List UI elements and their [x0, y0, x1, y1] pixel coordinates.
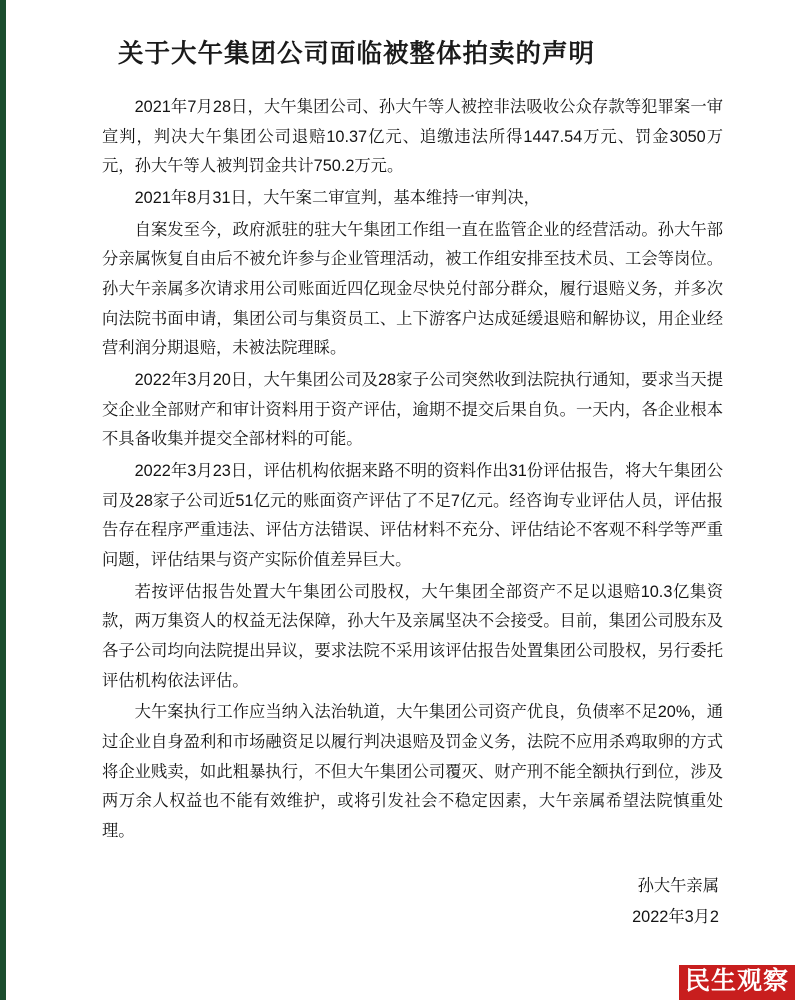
document-content — [6, 0, 795, 1000]
signature: 孙大午亲属 — [637, 876, 719, 895]
signature-date: 2022年3月2 — [632, 907, 719, 926]
paragraph: 自案发至今，政府派驻的驻大午集团工作组一直在监管企业的经营活动。孙大午部分亲属恢复自由后不被允许参与企业管理活动，被工作组安排至技术员、工会等岗位。孙大午亲属多次请求用公司账面近四亿现金尽快兑付部分群众，履行退赔义务，并多次向法院书面申请，集团公司与集资员工、上下游客户达成延缓退赔和解协议，用企业经营利润分期退赔，未被法院理睬。 — [102, 220, 723, 358]
watermark-badge: 民生观察 — [679, 965, 795, 1000]
paragraph: 2022年3月23日，评估机构依据来路不明的资料作出31份评估报告，将大午集团公司及28家子公司近51亿元的账面资产评估了不足7亿元。经咨询专业评估人员，评估报告存在程序严重违法、评估方法错误、评估材料不充分、评估结论不客观不科学等严重问题，评估结果与资产实际价值差异巨大。 — [102, 462, 723, 569]
document-body — [102, 93, 723, 846]
paragraph: 2021年7月28日，大午集团公司、孙大午等人被控非法吸收公众存款等犯罪案一审宣判，判决大午集团公司退赔10.37亿元、追缴违法所得1447.54万元、罚金3050万元，孙大午等人被判罚金共计750.2万元。 — [102, 98, 723, 176]
page-title: 关于大午集团公司面临被整体拍卖的声明 — [118, 40, 596, 68]
paragraph: 2022年3月20日，大午集团公司及28家子公司突然收到法院执行通知，要求当天提交企业全部财产和审计资料用于资产评估，逾期不提交后果自负。一天内，各企业根本不具备收集并提交全部材料的可能。 — [102, 371, 723, 449]
paragraph: 2021年8月31日，大午案二审宣判，基本维持一审判决， — [134, 189, 540, 208]
paragraph: 若按评估报告处置大午集团公司股权，大午集团全部资产不足以退赔10.3亿集资款，两万集资人的权益无法保障，孙大午及亲属坚决不会接受。目前，集团公司股东及各子公司均向法院提出异议，要求法院不采用该评估报告处置集团公司股权，另行委托评估机构依法评估。 — [102, 582, 723, 690]
paragraph: 大午案执行工作应当纳入法治轨道，大午集团公司资产优良，负债率不足20%，通过企业自身盈利和市场融资足以履行判决退赔及罚金义务，法院不应用杀鸡取卵的方式将企业贱卖，如此粗暴执行，不但大午集团公司覆灭、财产刑不能全额执行到位，涉及两万余人权益也不能有效维护，或将引发社会不稳定因素，大午亲属希望法院慎重处理。 — [102, 703, 723, 840]
